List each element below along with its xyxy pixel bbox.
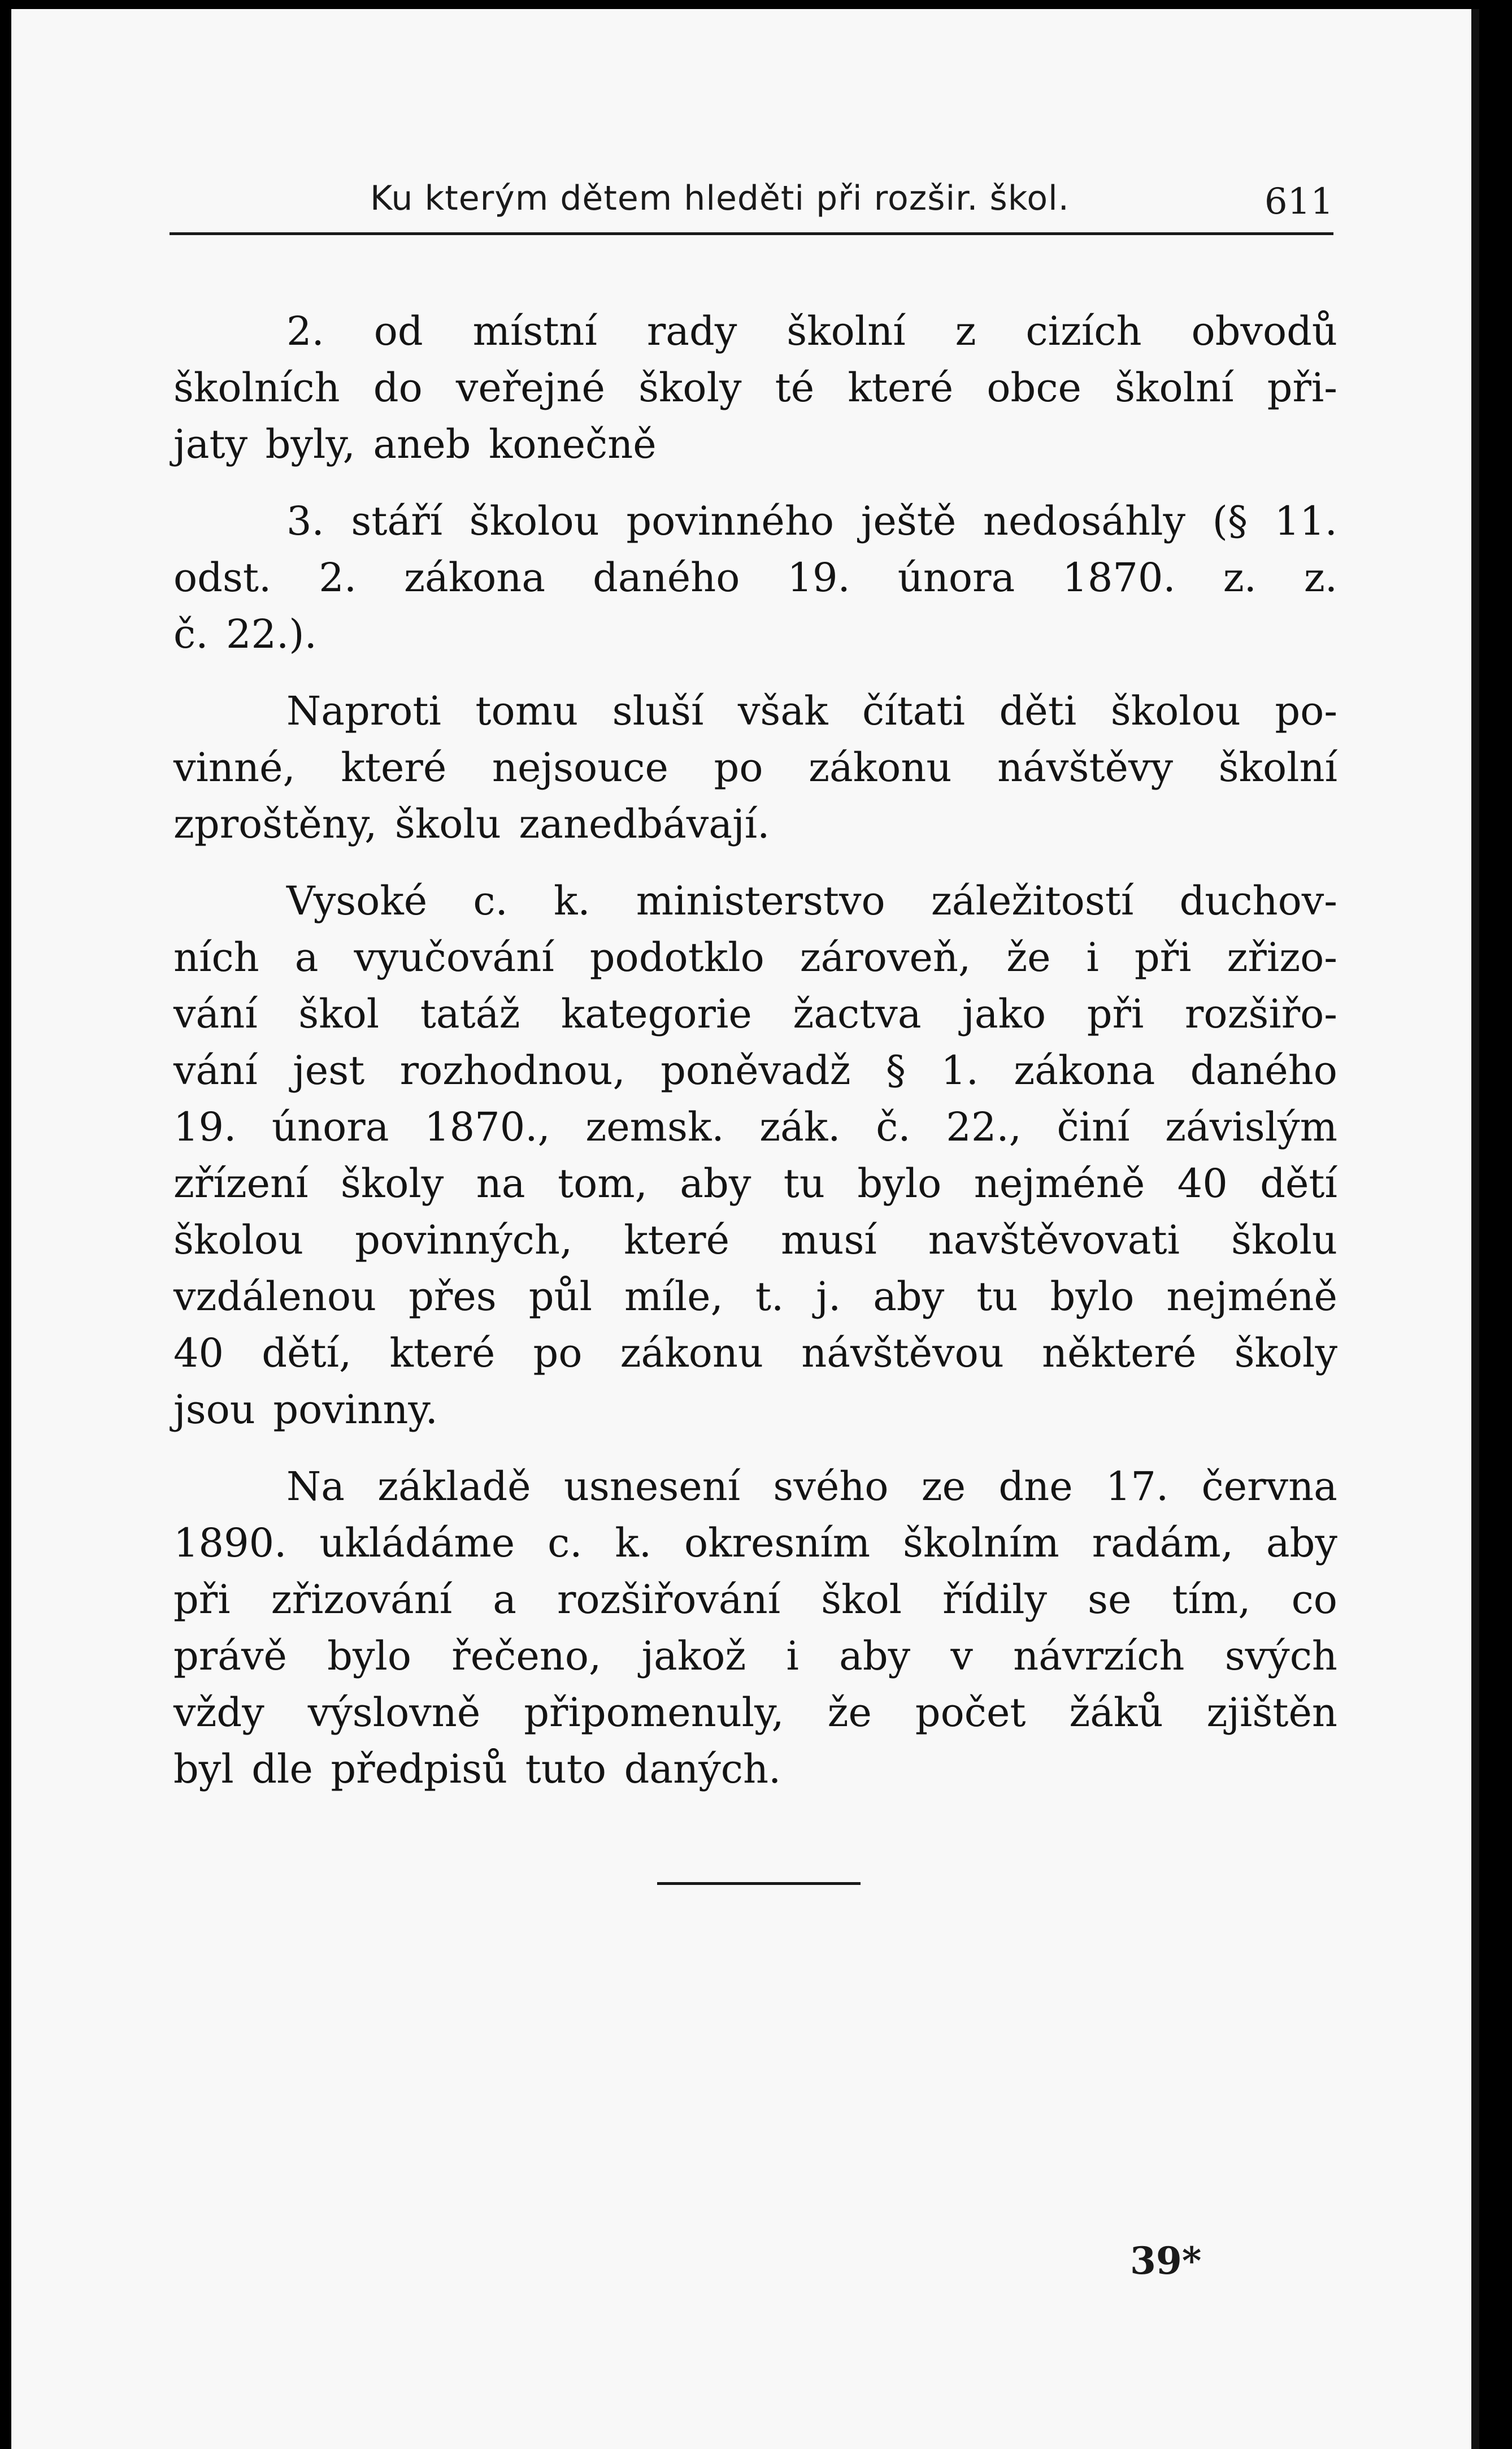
text-line: 1890. ukládáme c. k. okresním školním radám, aby — [173, 1520, 1337, 1566]
page-number: 611 — [1264, 181, 1333, 223]
text-line: 3. stáří školou povinného ještě nedosáhly (§ 11. — [286, 498, 1337, 544]
text-line: vání škol tatáž kategorie žactva jako při rozšiřo- — [173, 991, 1337, 1037]
text-line: jaty byly, aneb konečně — [173, 421, 657, 467]
text-line: ních a vyučování podotklo zároveň, že i při zřizo- — [173, 934, 1337, 981]
body-text — [173, 303, 1337, 1797]
text-line: školou povinných, které musí navštěvovati školu — [173, 1217, 1337, 1263]
paragraph-gap — [173, 662, 1337, 683]
book-page — [11, 9, 1479, 2449]
text-line: 2. od místní rady školní z cizích obvodů — [286, 308, 1337, 354]
text-line: vání jest rozhodnou, poněvadž § 1. zákona daného — [173, 1047, 1337, 1094]
text-line: byl dle předpisů tuto daných. — [173, 1746, 781, 1792]
text-line: při zřizování a rozšiřování škol řídily se tím, co — [173, 1576, 1337, 1623]
text-line: Vysoké c. k. ministerstvo záležitostí duchov- — [286, 878, 1337, 924]
section-end-rule — [657, 1882, 861, 1885]
text-line: Na základě usnesení svého ze dne 17. června — [286, 1463, 1337, 1510]
text-line: jsou povinny. — [173, 1386, 438, 1433]
text-line: vinné, které nejsouce po zákonu návštěvy školní — [173, 744, 1337, 791]
paragraph-gap — [173, 852, 1337, 873]
text-line: zřízení školy na tom, aby tu bylo nejméně 40 dětí — [173, 1160, 1337, 1207]
text-line: 19. února 1870., zemsk. zák. č. 22., činí závislým — [173, 1104, 1337, 1150]
text-line: vždy výslovně připomenuly, že počet žáků zjištěn — [173, 1689, 1337, 1736]
signature-mark: 39* — [1130, 2239, 1202, 2283]
header-rule — [170, 232, 1333, 235]
text-line: zproštěny, školu zanedbávají. — [173, 801, 770, 847]
running-title: Ku kterým dětem hleděti při rozšir. škol. — [370, 179, 1070, 218]
running-header — [170, 179, 1333, 241]
text-line: 40 dětí, které po zákonu návštěvou některé školy — [173, 1330, 1337, 1376]
text-line: právě bylo řečeno, jakož i aby v návrzích svých — [173, 1633, 1337, 1679]
text-line: vzdálenou přes půl míle, t. j. aby tu bylo nejméně — [173, 1273, 1337, 1320]
text-line: školních do veřejné školy té které obce školní při- — [173, 365, 1337, 411]
scan-border — [1471, 9, 1479, 2449]
text-line: č. 22.). — [173, 611, 317, 657]
paragraph-gap — [173, 473, 1337, 493]
text-line: odst. 2. zákona daného 19. února 1870. z. z. — [173, 554, 1337, 601]
paragraph-gap — [173, 1438, 1337, 1458]
text-line: Naproti tomu sluší však čítati děti školou po- — [286, 688, 1337, 734]
